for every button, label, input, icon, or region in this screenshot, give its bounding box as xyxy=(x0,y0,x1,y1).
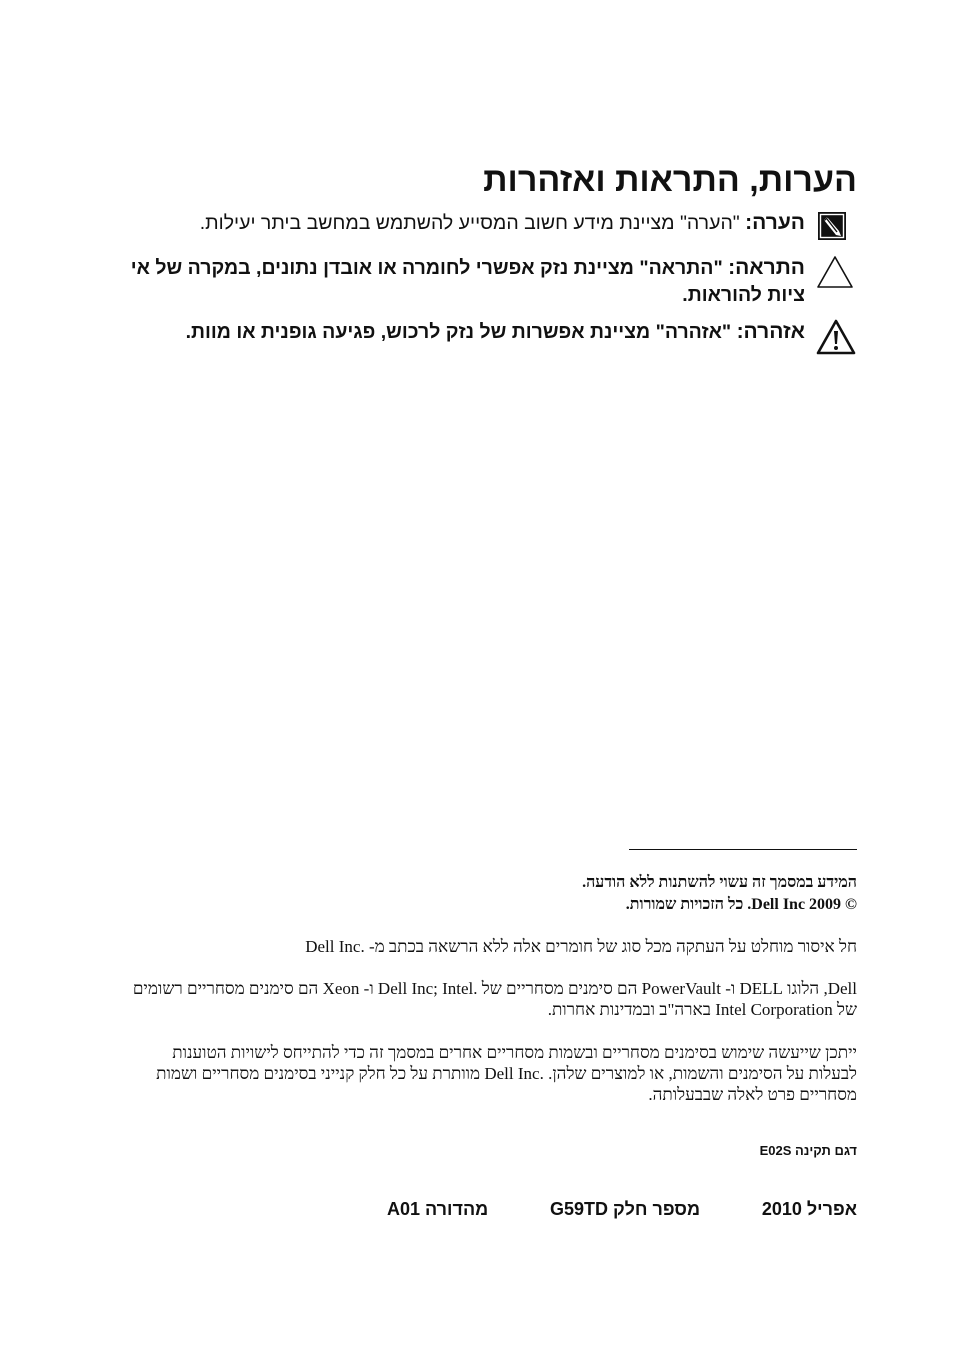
publication-date: אפריל 2010 xyxy=(761,1199,857,1219)
note-notice xyxy=(127,209,857,249)
other-trademarks-notice: ייתכן שייעשה שימוש בסימנים מסחריים ובשמות מסחריים אחרים במסמך זה כדי להתייחס לישויות הטוענות לבעלות על הסימנים והשמות, או למוצרים שלהן. .Dell Inc מוותרת על כל חלק קנייני בסימנים מסחריים ושמות מסחריים פרט לאלה שבבעלותה. xyxy=(156,1043,857,1104)
caution-text: "התראה" מציינת נזק אפשרי לחומרה או אובדן נתונים, במקרה של אי ציות להוראות. xyxy=(130,257,805,306)
divider xyxy=(629,849,857,850)
warning-exclamation-icon xyxy=(815,318,857,358)
note-pencil-icon xyxy=(815,209,857,249)
warning-notice xyxy=(127,318,857,358)
footer-row xyxy=(387,1199,857,1220)
warning-label: אזהרה: xyxy=(736,320,805,343)
note-text: "הערה" מציינת מידע חשוב המסייע להשתמש במחשב ביתר יעילות. xyxy=(199,212,746,234)
page-title: הערות, התראות ואזהרות xyxy=(483,161,857,199)
copyright-line: © 2009 Dell Inc. כל הזכויות שמורות. xyxy=(625,896,857,913)
change-notice xyxy=(127,872,857,916)
note-label: הערה: xyxy=(745,211,805,234)
part-number: מספר חלק G59TD xyxy=(549,1199,701,1219)
caution-label: התראה: xyxy=(728,256,805,279)
caution-triangle-icon xyxy=(815,254,857,294)
trademark-notice: Dell, הלוגו DELL ו- PowerVault הם סימנים מסחריים של .Dell Inc; Intel ו- Xeon הם סימנים מסחריים רשומים של Intel Corporation בארה"ב ובמדינות אחרות. xyxy=(132,979,857,1019)
change-notice-line1: המידע במסמך זה עשוי להשתנות ללא הודעה. xyxy=(582,874,857,891)
warning-text: "אזהרה" מציינת אפשרות של נזק לרכוש, פגיעה גופנית או מוות. xyxy=(185,321,737,343)
revision: מהדורה A01 xyxy=(387,1199,489,1219)
regulatory-model: דגם תקינה E02S xyxy=(759,1143,857,1158)
reproduction-notice: חל איסור מוחלט על העתקה מכל סוג של חומרים אלה ללא הרשאה בכתב מ- .Dell Inc xyxy=(305,937,857,956)
caution-notice xyxy=(127,254,857,309)
